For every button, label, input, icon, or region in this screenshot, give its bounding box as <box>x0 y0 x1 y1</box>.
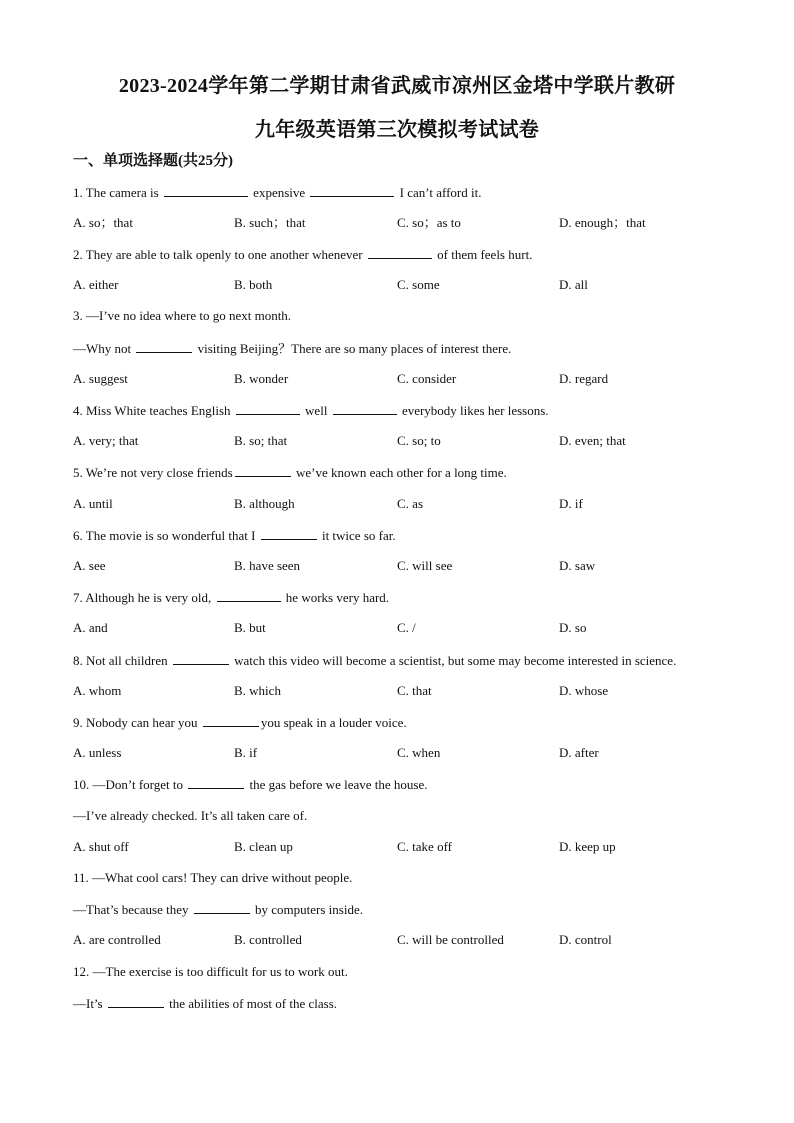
question-text: visiting Beijing？There are so many places of interest there. <box>194 341 512 356</box>
question-10-options <box>0 839 794 855</box>
question-text: 11. —What cool cars! They can drive without people. <box>73 870 353 885</box>
option-c: C. some <box>397 277 440 292</box>
question-text: watch this video will become a scientist, but some may become interested in science. <box>230 653 677 668</box>
answer-blank <box>173 652 229 665</box>
option-c: C. as <box>397 496 423 511</box>
option-a: A. either <box>73 277 119 292</box>
question-10-line-2 <box>73 808 307 824</box>
question-3-line-2 <box>73 340 511 357</box>
question-5-line-1 <box>73 464 507 481</box>
question-2-line-1 <box>73 246 532 263</box>
answer-blank <box>368 246 432 259</box>
answer-blank <box>236 402 300 415</box>
option-b: B. but <box>234 620 266 635</box>
question-6-options <box>0 558 794 574</box>
question-7-line-1 <box>73 589 389 606</box>
question-1-options <box>0 215 794 231</box>
answer-blank <box>333 402 397 415</box>
section-heading: 一、单项选择题(共25分) <box>73 153 233 169</box>
option-c: C. consider <box>397 371 457 386</box>
option-d: D. even; that <box>559 433 626 448</box>
question-text: 4. Miss White teaches English <box>73 403 234 418</box>
option-b: B. clean up <box>234 839 293 854</box>
exam-title-line-2: 九年级英语第三次模拟考试试卷 <box>254 119 540 141</box>
answer-blank <box>194 901 250 914</box>
option-d: D. whose <box>559 683 609 698</box>
option-b: B. both <box>234 277 273 292</box>
question-6-line-1 <box>73 527 396 544</box>
question-10-line-1 <box>73 776 427 793</box>
question-text: everybody likes her lessons. <box>398 403 549 418</box>
option-d: D. after <box>559 745 599 760</box>
question-text: expensive <box>249 185 309 200</box>
question-12-line-1 <box>73 964 348 980</box>
question-text: by computers inside. <box>251 902 363 917</box>
question-9-line-1 <box>73 714 407 731</box>
question-4-line-1 <box>73 402 549 419</box>
answer-blank <box>108 995 164 1008</box>
exam-title-line-1: 2023-2024学年第二学期甘肃省武威市凉州区金塔中学联片教研 <box>118 75 676 97</box>
answer-blank <box>261 527 317 540</box>
answer-blank <box>235 464 291 477</box>
answer-blank <box>217 589 281 602</box>
option-d: D. all <box>559 277 588 292</box>
option-a: A. very; that <box>73 433 139 448</box>
question-text: —It’s <box>73 996 106 1011</box>
option-a: A. until <box>73 496 113 511</box>
question-text: 6. The movie is so wonderful that I <box>73 528 259 543</box>
option-b: B. have seen <box>234 558 301 573</box>
option-d: D. regard <box>559 371 609 386</box>
option-b: B. so; that <box>234 433 288 448</box>
question-text: I can’t afford it. <box>396 185 482 200</box>
question-11-line-1 <box>73 870 352 886</box>
option-c: C. so; to <box>397 433 441 448</box>
option-d: D. control <box>559 932 612 947</box>
question-text: 3. —I’ve no idea where to go next month. <box>73 308 292 323</box>
question-text: 2. They are able to talk openly to one another whenever <box>73 247 366 262</box>
option-b: B. although <box>234 496 295 511</box>
question-1-line-1 <box>73 184 481 201</box>
option-d: D. enough；that <box>559 215 646 230</box>
option-c: C. that <box>397 683 432 698</box>
option-a: A. and <box>73 620 108 635</box>
question-text: 1. The camera is <box>73 185 162 200</box>
answer-blank <box>188 776 244 789</box>
question-text: you speak in a louder voice. <box>260 715 407 730</box>
question-text: it twice so far. <box>318 528 396 543</box>
option-a: A. are controlled <box>73 932 161 947</box>
question-text: —Why not <box>73 341 135 356</box>
question-text: the abilities of most of the class. <box>165 996 338 1011</box>
question-2-options <box>0 277 794 293</box>
option-c: C. will be controlled <box>397 932 504 947</box>
option-d: D. if <box>559 496 583 511</box>
option-a: A. see <box>73 558 106 573</box>
question-text: well <box>301 403 331 418</box>
question-3-options <box>0 371 794 387</box>
option-c: C. take off <box>397 839 452 854</box>
option-b: B. such；that <box>234 215 306 230</box>
question-4-options <box>0 433 794 449</box>
option-b: B. controlled <box>234 932 302 947</box>
question-12-line-2 <box>73 995 337 1012</box>
question-11-options <box>0 932 794 948</box>
question-5-options <box>0 496 794 512</box>
question-8-line-1 <box>73 652 676 669</box>
question-text: he works very hard. <box>282 590 390 605</box>
question-text: 9. Nobody can hear you <box>73 715 201 730</box>
option-a: A. unless <box>73 745 122 760</box>
option-a: A. suggest <box>73 371 128 386</box>
question-text: 10. —Don’t forget to <box>73 777 187 792</box>
question-text: of them feels hurt. <box>433 247 533 262</box>
answer-blank <box>136 340 192 353</box>
question-text: —I’ve already checked. It’s all taken care of. <box>73 808 308 823</box>
option-d: D. keep up <box>559 839 616 854</box>
answer-blank <box>164 184 248 197</box>
question-11-line-2 <box>73 901 363 918</box>
answer-blank <box>310 184 394 197</box>
option-b: B. which <box>234 683 281 698</box>
option-c: C. will see <box>397 558 453 573</box>
question-text: 5. We’re not very close friends <box>73 465 233 480</box>
option-c: C. / <box>397 620 416 635</box>
option-d: D. so <box>559 620 587 635</box>
question-text: 12. —The exercise is too difficult for us to work out. <box>73 964 348 979</box>
question-8-options <box>0 683 794 699</box>
option-b: B. if <box>234 745 258 760</box>
option-a: A. so；that <box>73 215 133 230</box>
option-c: C. when <box>397 745 441 760</box>
question-text: we’ve known each other for a long time. <box>292 465 507 480</box>
question-7-options <box>0 620 794 636</box>
option-b: B. wonder <box>234 371 289 386</box>
question-9-options <box>0 745 794 761</box>
option-c: C. so；as to <box>397 215 461 230</box>
question-text: 8. Not all children <box>73 653 171 668</box>
question-text: the gas before we leave the house. <box>246 777 428 792</box>
question-text: —That’s because they <box>73 902 192 917</box>
option-a: A. shut off <box>73 839 129 854</box>
option-a: A. whom <box>73 683 122 698</box>
question-3-line-1 <box>73 308 291 324</box>
option-d: D. saw <box>559 558 596 573</box>
answer-blank <box>203 714 259 727</box>
question-text: 7. Although he is very old, <box>73 590 215 605</box>
